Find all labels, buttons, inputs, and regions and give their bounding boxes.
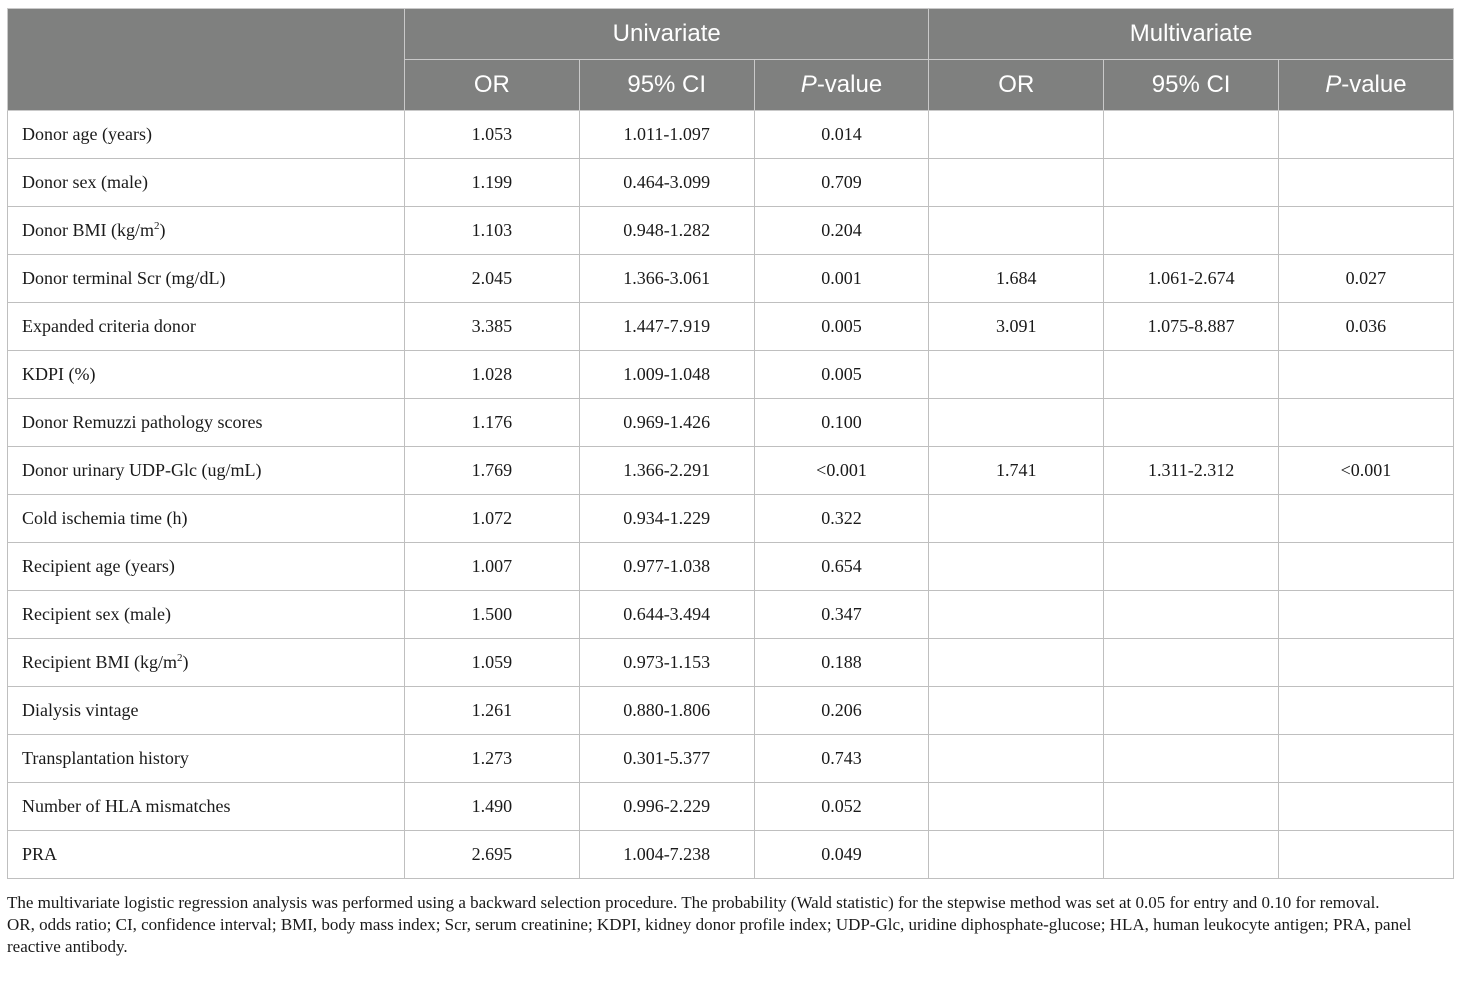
univariate-or-cell: 1.769 <box>405 447 580 495</box>
multivariate-or-cell <box>929 687 1104 735</box>
multivariate-p-cell: 0.027 <box>1279 255 1454 303</box>
univariate-ci-cell: 1.366-3.061 <box>579 255 754 303</box>
p-italic: P <box>800 71 817 98</box>
univariate-or-cell: 1.176 <box>405 399 580 447</box>
row-label: Recipient BMI (kg/m <box>22 652 177 672</box>
multivariate-or-cell <box>929 591 1104 639</box>
multivariate-ci-cell: 1.075-8.887 <box>1104 303 1279 351</box>
footnote-abbreviations: OR, odds ratio; CI, confidence interval; BMI, body mass index; Scr, serum creatinine; KDPI, kidney donor profile index; UDP-Glc, uridine diphosphate-glucose; HLA, human leukocyte antigen; PRA, panel reactive antibody. <box>7 915 1412 956</box>
row-label: Cold ischemia time (h) <box>22 508 188 528</box>
univariate-or-cell: 1.059 <box>405 639 580 687</box>
multivariate-ci-cell: 1.061-2.674 <box>1104 255 1279 303</box>
univariate-or-header: OR <box>405 60 580 111</box>
multivariate-p-cell <box>1279 831 1454 879</box>
row-label-cell <box>8 639 405 687</box>
table-row <box>8 831 1454 879</box>
univariate-p-cell: 0.654 <box>754 543 929 591</box>
univariate-ci-cell: 0.934-1.229 <box>579 495 754 543</box>
multivariate-ci-cell <box>1104 639 1279 687</box>
row-label-superscript: 2 <box>176 652 183 664</box>
univariate-ci-cell: 0.948-1.282 <box>579 207 754 255</box>
row-label-cell <box>8 207 405 255</box>
univariate-or-cell: 1.500 <box>405 591 580 639</box>
univariate-p-cell: 0.347 <box>754 591 929 639</box>
multivariate-or-header: OR <box>929 60 1104 111</box>
table-row <box>8 399 1454 447</box>
footnote-method: The multivariate logistic regression analysis was performed using a backward selection procedure. The probability (Wald statistic) for the stepwise method was set at 0.05 for entry and 0.10 for removal. <box>7 893 1380 912</box>
table-footnotes <box>7 892 1453 958</box>
univariate-p-cell: 0.743 <box>754 735 929 783</box>
univariate-p-cell: 0.052 <box>754 783 929 831</box>
multivariate-ci-header: 95% CI <box>1104 60 1279 111</box>
multivariate-or-cell <box>929 351 1104 399</box>
multivariate-or-cell <box>929 111 1104 159</box>
multivariate-or-cell <box>929 783 1104 831</box>
univariate-ci-cell: 0.880-1.806 <box>579 687 754 735</box>
multivariate-or-cell <box>929 543 1104 591</box>
univariate-ci-cell: 0.996-2.229 <box>579 783 754 831</box>
univariate-ci-cell: 0.977-1.038 <box>579 543 754 591</box>
univariate-ci-header: 95% CI <box>579 60 754 111</box>
row-label: Recipient age (years) <box>22 556 175 576</box>
univariate-ci-cell: 1.004-7.238 <box>579 831 754 879</box>
univariate-ci-cell: 1.011-1.097 <box>579 111 754 159</box>
table-row <box>8 351 1454 399</box>
multivariate-p-cell <box>1279 351 1454 399</box>
row-label: Donor urinary UDP-Glc (ug/mL) <box>22 460 262 480</box>
univariate-or-cell: 2.695 <box>405 831 580 879</box>
univariate-ci-cell: 0.969-1.426 <box>579 399 754 447</box>
multivariate-ci-cell <box>1104 207 1279 255</box>
multivariate-p-cell <box>1279 111 1454 159</box>
row-label-cell <box>8 831 405 879</box>
multivariate-ci-cell: 1.311-2.312 <box>1104 447 1279 495</box>
univariate-ci-cell: 1.447-7.919 <box>579 303 754 351</box>
row-label: PRA <box>22 844 58 864</box>
univariate-or-cell: 1.199 <box>405 159 580 207</box>
logistic-regression-table <box>7 8 1454 879</box>
row-label: Number of HLA mismatches <box>22 796 231 816</box>
univariate-or-cell: 1.261 <box>405 687 580 735</box>
row-label: Expanded criteria donor <box>22 316 196 336</box>
univariate-or-cell: 1.053 <box>405 111 580 159</box>
multivariate-p-header <box>1279 60 1454 111</box>
univariate-header: Univariate <box>405 9 929 60</box>
univariate-or-cell: 2.045 <box>405 255 580 303</box>
row-label-cell <box>8 351 405 399</box>
multivariate-p-cell <box>1279 159 1454 207</box>
p-suffix: -value <box>1341 71 1407 98</box>
row-label: Donor terminal Scr (mg/dL) <box>22 268 226 288</box>
univariate-or-cell: 1.072 <box>405 495 580 543</box>
univariate-p-header <box>754 60 929 111</box>
row-label-cell <box>8 255 405 303</box>
univariate-or-cell: 1.007 <box>405 543 580 591</box>
univariate-ci-cell: 0.464-3.099 <box>579 159 754 207</box>
multivariate-p-cell: <0.001 <box>1279 447 1454 495</box>
table-row <box>8 111 1454 159</box>
table-row <box>8 591 1454 639</box>
table-row <box>8 543 1454 591</box>
univariate-p-cell: <0.001 <box>754 447 929 495</box>
univariate-ci-cell: 0.644-3.494 <box>579 591 754 639</box>
univariate-or-cell: 1.103 <box>405 207 580 255</box>
table-row <box>8 447 1454 495</box>
univariate-p-cell: 0.005 <box>754 303 929 351</box>
univariate-ci-cell: 1.009-1.048 <box>579 351 754 399</box>
multivariate-ci-cell <box>1104 495 1279 543</box>
multivariate-p-cell <box>1279 687 1454 735</box>
multivariate-p-cell: 0.036 <box>1279 303 1454 351</box>
row-label: Donor BMI (kg/m <box>22 220 154 240</box>
row-label-cell <box>8 735 405 783</box>
table-row <box>8 303 1454 351</box>
univariate-or-cell: 1.273 <box>405 735 580 783</box>
multivariate-or-cell <box>929 735 1104 783</box>
multivariate-p-cell <box>1279 783 1454 831</box>
row-label: Dialysis vintage <box>22 700 139 720</box>
row-label: Donor age (years) <box>22 124 152 144</box>
row-label-cell <box>8 303 405 351</box>
multivariate-p-cell <box>1279 591 1454 639</box>
univariate-p-cell: 0.322 <box>754 495 929 543</box>
multivariate-p-cell <box>1279 207 1454 255</box>
multivariate-ci-cell <box>1104 111 1279 159</box>
multivariate-or-cell: 1.684 <box>929 255 1104 303</box>
row-label-cell <box>8 783 405 831</box>
multivariate-or-cell <box>929 159 1104 207</box>
table-row <box>8 255 1454 303</box>
multivariate-or-cell <box>929 639 1104 687</box>
multivariate-p-cell <box>1279 543 1454 591</box>
multivariate-or-cell <box>929 399 1104 447</box>
header-blank-cell <box>8 9 405 111</box>
univariate-p-cell: 0.014 <box>754 111 929 159</box>
multivariate-or-cell <box>929 495 1104 543</box>
multivariate-ci-cell <box>1104 735 1279 783</box>
univariate-or-cell: 1.490 <box>405 783 580 831</box>
univariate-p-cell: 0.206 <box>754 687 929 735</box>
row-label-cell <box>8 399 405 447</box>
table-row <box>8 639 1454 687</box>
multivariate-ci-cell <box>1104 687 1279 735</box>
multivariate-p-cell <box>1279 639 1454 687</box>
multivariate-header: Multivariate <box>929 9 1453 60</box>
univariate-ci-cell: 1.366-2.291 <box>579 447 754 495</box>
results-table-container <box>7 8 1453 879</box>
row-label-cell <box>8 543 405 591</box>
row-label-cell <box>8 687 405 735</box>
p-italic: P <box>1325 71 1342 98</box>
row-label-cell <box>8 159 405 207</box>
row-label: Transplantation history <box>22 748 189 768</box>
row-label: Recipient sex (male) <box>22 604 171 624</box>
row-label-suffix: ) <box>182 652 189 672</box>
multivariate-ci-cell <box>1104 159 1279 207</box>
univariate-p-cell: 0.049 <box>754 831 929 879</box>
multivariate-ci-cell <box>1104 831 1279 879</box>
univariate-p-cell: 0.188 <box>754 639 929 687</box>
univariate-p-cell: 0.204 <box>754 207 929 255</box>
row-label-cell <box>8 495 405 543</box>
multivariate-ci-cell <box>1104 351 1279 399</box>
row-label: KDPI (%) <box>22 364 96 384</box>
univariate-ci-cell: 0.973-1.153 <box>579 639 754 687</box>
multivariate-p-cell <box>1279 735 1454 783</box>
table-row <box>8 735 1454 783</box>
table-row <box>8 687 1454 735</box>
multivariate-or-cell <box>929 207 1104 255</box>
univariate-p-cell: 0.001 <box>754 255 929 303</box>
row-label: Donor sex (male) <box>22 172 148 192</box>
multivariate-or-cell: 1.741 <box>929 447 1104 495</box>
table-row <box>8 207 1454 255</box>
row-label-cell <box>8 591 405 639</box>
row-label-superscript: 2 <box>154 220 160 232</box>
multivariate-ci-cell <box>1104 783 1279 831</box>
multivariate-ci-cell <box>1104 399 1279 447</box>
univariate-p-cell: 0.709 <box>754 159 929 207</box>
table-row <box>8 495 1454 543</box>
multivariate-ci-cell <box>1104 543 1279 591</box>
table-row <box>8 159 1454 207</box>
univariate-or-cell: 3.385 <box>405 303 580 351</box>
univariate-p-cell: 0.100 <box>754 399 929 447</box>
multivariate-ci-cell <box>1104 591 1279 639</box>
univariate-ci-cell: 0.301-5.377 <box>579 735 754 783</box>
multivariate-p-cell <box>1279 495 1454 543</box>
table-row <box>8 783 1454 831</box>
row-label: Donor Remuzzi pathology scores <box>22 412 263 432</box>
table-body <box>8 111 1454 879</box>
univariate-p-cell: 0.005 <box>754 351 929 399</box>
row-label-suffix: ) <box>159 220 166 240</box>
p-suffix: -value <box>816 71 883 98</box>
multivariate-or-cell <box>929 831 1104 879</box>
table-header <box>8 9 1454 111</box>
row-label-cell <box>8 111 405 159</box>
multivariate-p-cell <box>1279 399 1454 447</box>
univariate-or-cell: 1.028 <box>405 351 580 399</box>
multivariate-or-cell: 3.091 <box>929 303 1104 351</box>
row-label-cell <box>8 447 405 495</box>
